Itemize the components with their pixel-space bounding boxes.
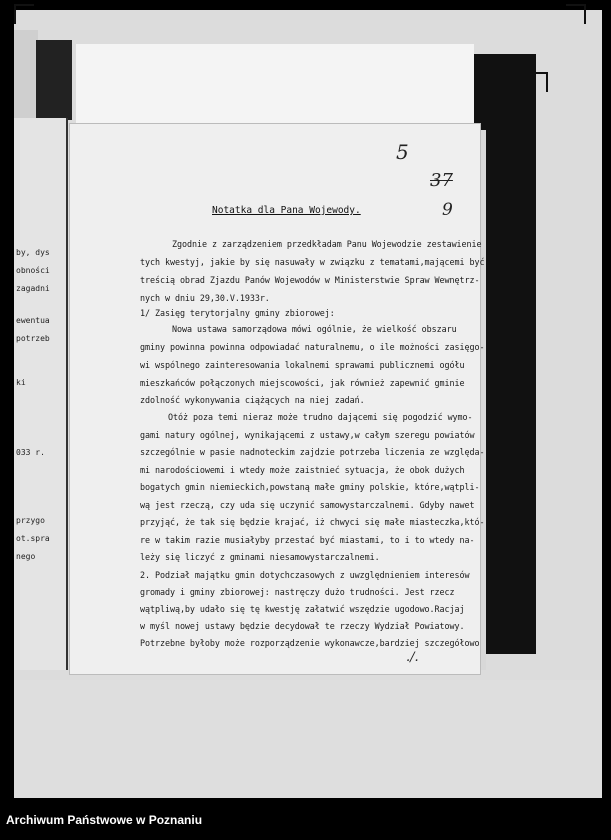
left-fragment: zagadni xyxy=(16,284,50,293)
top-sheet xyxy=(76,44,474,130)
text-line: Otóż poza temi nieraz może trudno dającemi się pogodzić wymo- xyxy=(168,412,473,422)
left-page xyxy=(14,118,68,670)
text-line: gami natury ogólnej, wynikającemi z ustawy,w całym szeregu powiatów xyxy=(140,430,475,440)
text-line: re w takim razie musiałyby przestać być miastami, to i to wtedy na- xyxy=(140,535,475,545)
folder-shadow xyxy=(36,40,72,120)
text-line: mieszkańców połączonych miejscowości, jak również zapewnić gminie xyxy=(140,378,465,388)
text-line: nych w dniu 29,30.V.1933r. xyxy=(140,293,270,303)
handwritten-number-struck: 37 xyxy=(430,170,453,191)
scan-bottom-margin xyxy=(14,680,602,798)
text-line: gminy powinna powinna odpowiadać naturalnemu, o ile możności zasięgo- xyxy=(140,342,485,352)
text-line: mi narodościowemi i wtedy może zaistnieć sytuacja, że obok dużych xyxy=(140,465,465,475)
left-fragment: przygo xyxy=(16,516,45,525)
text-line: szczególnie w pasie nadnoteckim zajdzie potrzeba liczenia ze względa- xyxy=(140,447,485,457)
text-line: wą jest rzeczą, czy uda się uczynić samowystarczalnemi. Gdyby nawet xyxy=(140,500,475,510)
text-line: wi wspólnego zainteresowania lokalnemi sprawami publicznemi ogółu xyxy=(140,360,465,370)
text-line: gromady i gminy zbiorowej: nastręczy dużo trudności. Jest rzecz xyxy=(140,587,455,597)
text-line: w myśl nowej ustawy będzie decydował te rzeczy Wydział Powiatowy. xyxy=(140,621,465,631)
left-fragment: ewentua xyxy=(16,316,50,325)
text-line: bogatych gmin niemieckich,powstaną małe gminy polskie, które,wątpli- xyxy=(140,482,480,492)
left-fragment: ki xyxy=(16,378,26,387)
text-line: leży się liczyć z gminami niesamowystarczalnemi. xyxy=(140,552,380,562)
handwritten-number: 5 xyxy=(396,140,409,164)
text-line: Potrzebne byłoby może rozporządzenie wykonawcze,bardziej szczegółowo xyxy=(140,638,480,648)
text-line: 2. Podział majątku gmin dotychczasowych z uwzględnieniem interesów xyxy=(140,570,470,580)
text-line: wątpliwą,by udało się tę kwestję załatwić wszędzie ugodowo.Racjaj xyxy=(140,604,465,614)
left-fragment: nego xyxy=(16,552,36,561)
text-line: zdolność wykonywania ciążących na niej zadań. xyxy=(140,395,365,405)
left-fragment: ot.spra xyxy=(16,534,50,543)
text-line: tych kwestyj, jakie by się nasuwały w związku z tematami,mającemi być xyxy=(140,257,485,267)
crop-mark-top-right xyxy=(566,4,586,24)
document-title: Notatka dla Pana Wojewody. xyxy=(212,205,361,216)
text-line: treścią obrad Zjazdu Panów Wojewodów w Ministerstwie Spraw Wewnętrz- xyxy=(140,275,480,285)
left-fragment: by, dys xyxy=(16,248,50,257)
text-line: przyjąć, że tak się będzie krajać, iż chwyci się małe miasteczka,któ- xyxy=(140,517,485,527)
text-line: Nowa ustawa samorządowa mówi ogólnie, że wielkość obszaru xyxy=(172,324,457,334)
text-line: Zgodnie z zarządzeniem przedkładam Panu Wojewodzie zestawienie xyxy=(172,239,482,249)
handwritten-page-number: 9 xyxy=(442,200,453,220)
crop-mark-top-left xyxy=(14,4,34,24)
text-line: 1/ Zasięg terytorjalny gminy zbiorowej: xyxy=(140,308,335,318)
left-fragment: 033 r. xyxy=(16,448,45,457)
end-mark: ./. xyxy=(406,650,419,665)
archive-label: Archiwum Państwowe w Poznaniu xyxy=(6,813,203,827)
left-fragment: potrzeb xyxy=(16,334,50,343)
left-fragment: obności xyxy=(16,266,50,275)
